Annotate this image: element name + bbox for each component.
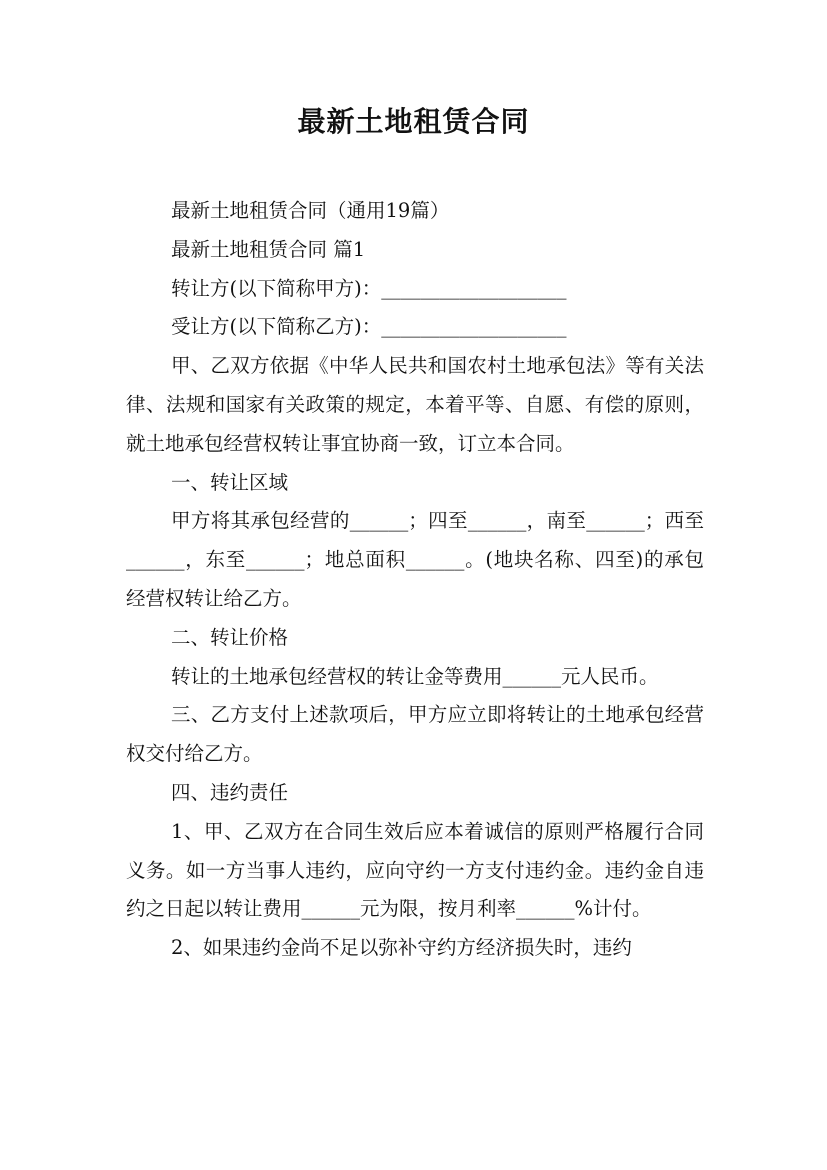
paragraph-heading-area: 一、转让区域 (171, 470, 289, 494)
paragraph-liability-1: 1、甲、乙双方在合同生效后应本着诚信的原则严格履行合同义务。如一方当事人违约，应向守约一方支付违约金。违约金自违约之日起以转让费用______元为限，按月利率______%计付。 (126, 819, 704, 921)
paragraph-price: 转让的土地承包经营权的转让金等费用______元人民币。 (171, 664, 659, 688)
paragraph-payment: 三、乙方支付上述款项后，甲方应立即将转让的土地承包经营权交付给乙方。 (126, 703, 704, 766)
paragraph-area: 甲方将其承包经营的______；四至______，南至______；西至______，东至______；地总面积______。(地块名称、四至)的承包经营权转让给乙方。 (126, 509, 704, 610)
paragraph-liability-2: 2、如果违约金尚不足以弥补守约方经济损失时，违约 (171, 936, 632, 960)
paragraph-preamble: 甲、乙双方依据《中华人民共和国农村土地承包法》等有关法律、法规和国家有关政策的规定，本着平等、自愿、有偿的原则，就土地承包经营权转让事宜协商一致，订立本合同。 (126, 354, 704, 455)
paragraph-subtitle: 最新土地租赁合同（通用19篇） (171, 199, 450, 222)
document-title: 最新土地租赁合同 (297, 105, 530, 138)
document-body (126, 192, 704, 968)
paragraph-party-a: 转让方(以下简称甲方)：___________________ (171, 276, 567, 300)
paragraph-heading-liability: 四、违约责任 (171, 780, 289, 804)
paragraph-section-heading: 最新土地租赁合同 篇1 (171, 237, 366, 261)
paragraph-heading-price: 二、转让价格 (171, 625, 289, 649)
paragraph-party-b: 受让方(以下简称乙方)：___________________ (171, 315, 567, 339)
